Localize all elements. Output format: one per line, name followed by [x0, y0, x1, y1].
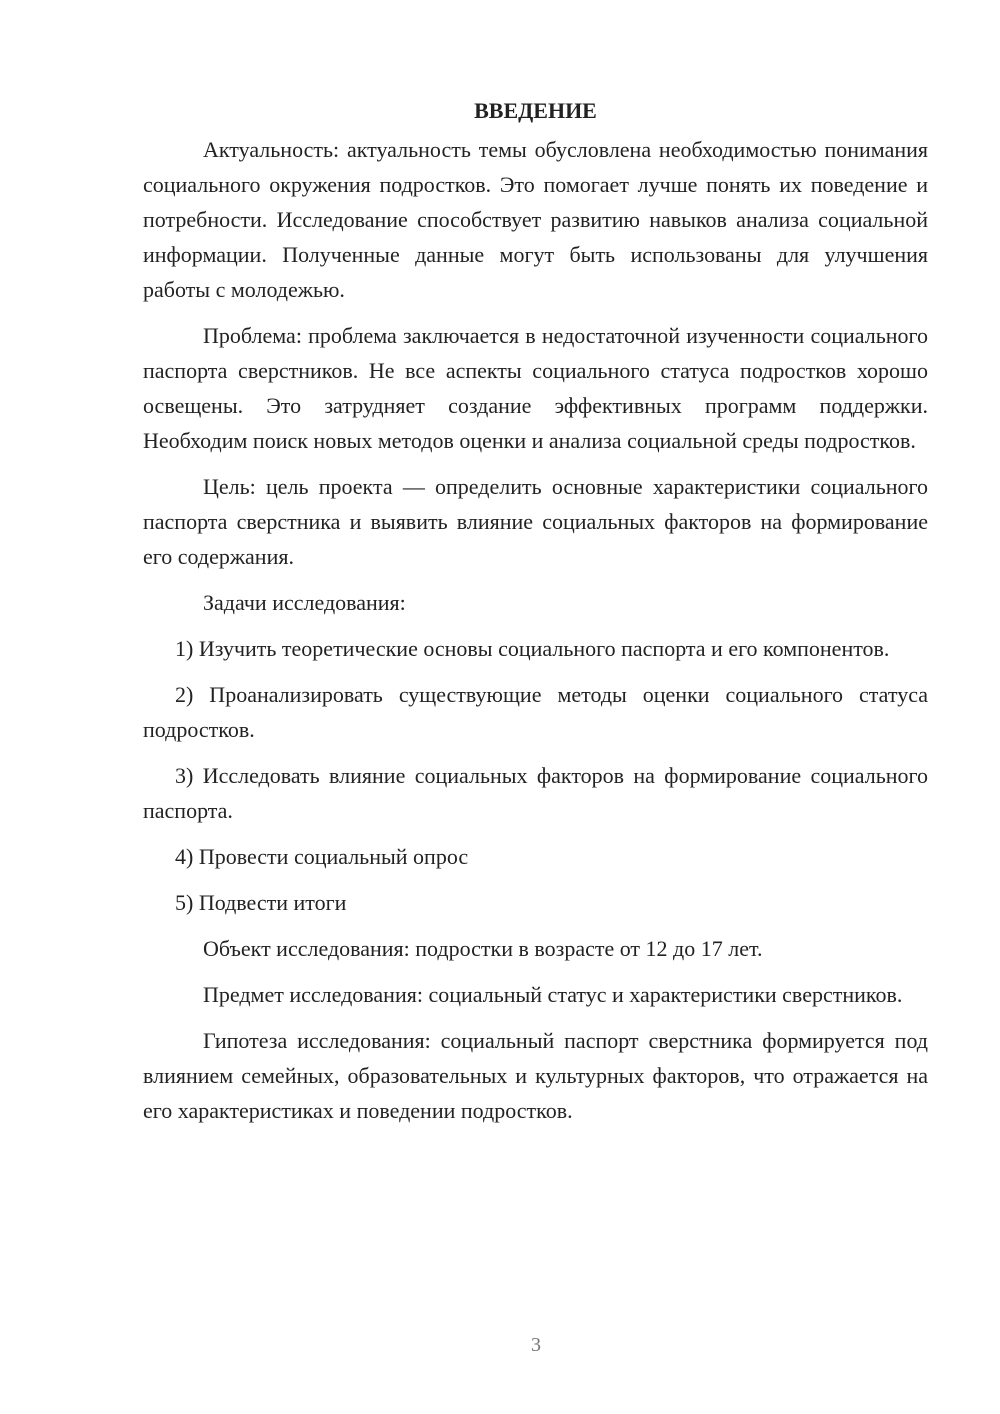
task-item-1: 1) Изучить теоретические основы социального паспорта и его компонентов. [175, 636, 890, 661]
document-page [143, 96, 928, 1139]
tasks-heading: Задачи исследования: [203, 590, 406, 615]
paragraph-hypothesis: Гипотеза исследования: социальный паспорт сверстника формируется под влиянием семейных, образовательных и культурных факторов, что отражается на его характеристиках и поведении подростков. [143, 1028, 928, 1123]
page-number: 3 [531, 1334, 541, 1356]
task-item-2: 2) Проанализировать существующие методы оценки социального статуса подростков. [143, 682, 928, 742]
section-title: ВВЕДЕНИЕ [474, 98, 597, 123]
paragraph-object: Объект исследования: подростки в возрасте от 12 до 17 лет. [203, 936, 763, 961]
task-item-4: 4) Провести социальный опрос [175, 844, 469, 869]
paragraph-relevance: Актуальность: актуальность темы обусловлена необходимостью понимания социального окружения подростков. Это помогает лучше понять их поведение и потребности. Исследование способствует развитию навыков анализа социальной информации. Полученные данные могут быть использованы для улучшения работы с молодежью. [143, 137, 928, 302]
task-item-5: 5) Подвести итоги [175, 890, 347, 915]
paragraph-goal: Цель: цель проекта — определить основные характеристики социального паспорта сверстника и выявить влияние социальных факторов на формирование его содержания. [143, 474, 928, 569]
task-item-3: 3) Исследовать влияние социальных факторов на формирование социального паспорта. [143, 763, 928, 823]
paragraph-subject: Предмет исследования: социальный статус и характеристики сверстников. [203, 982, 903, 1007]
paragraph-problem: Проблема: проблема заключается в недостаточной изученности социального паспорта сверстников. Не все аспекты социального статуса подростков хорошо освещены. Это затрудняет создание эффективных программ поддержки. Необходим поиск новых методов оценки и анализа социальной среды подростков. [143, 323, 928, 453]
